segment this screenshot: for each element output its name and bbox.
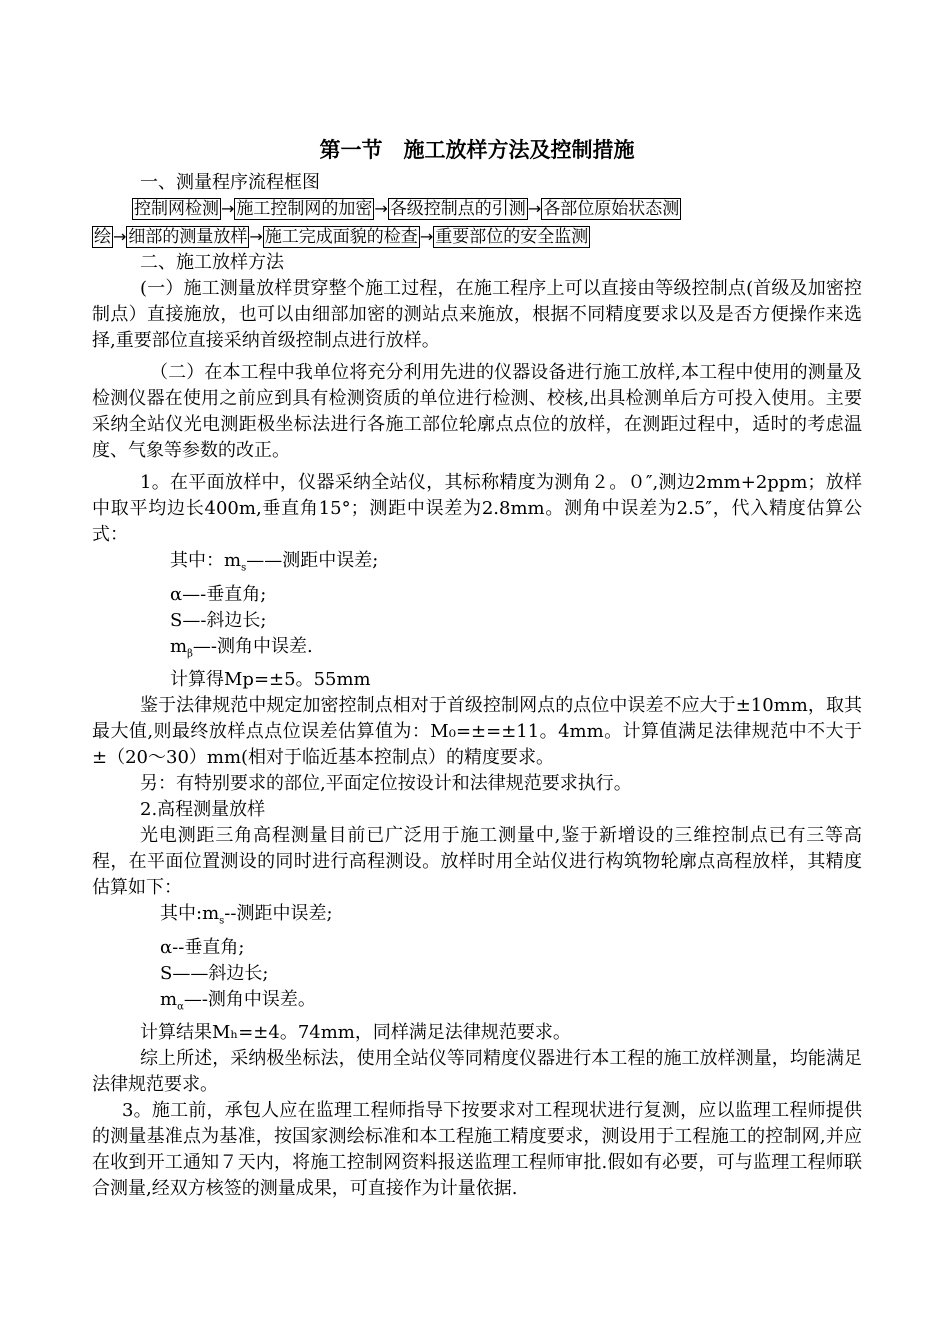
where1-line1: 其中：$m_s——$测距中误差; bbox=[170, 550, 379, 574]
flow-arrow-2: → bbox=[374, 199, 388, 218]
paragraph-8: 综上所述，采纳极坐标法，使用全站仪等同精度仪器进行本工程的施工放样测量，均能满足法律规范要求。 bbox=[92, 1048, 862, 1096]
where1-line5: 计算得Mp=±5。55mm bbox=[170, 669, 371, 691]
flow-box-4b: 绘 bbox=[94, 227, 111, 247]
flowchart-line2 bbox=[92, 224, 862, 250]
where1-line4: $m_\beta—-$测角中误差. bbox=[170, 635, 313, 660]
where-block-1 bbox=[92, 548, 862, 693]
flow-box-3: 各级控制点的引测 bbox=[389, 199, 526, 219]
flow-box-1: 控制网检测 bbox=[134, 199, 219, 219]
flow-box-7: 重要部位的安全监测 bbox=[435, 227, 589, 247]
flowchart bbox=[92, 196, 862, 222]
paragraph-5: 另：有特别要求的部位,平面定位按设计和法律规范要求执行。 bbox=[140, 773, 632, 795]
paragraph-4: 鉴于法律规范中规定加密控制点相对于首级控制网点的点位中误差不应大于±10mm，取其最大值,则最终放样点点位误差估算值为：M₀=±=±11。4mm。计算值满足法律规范中不大于±（20～30）mm(相对于临近基本控制点）的精度要求。 bbox=[92, 695, 862, 769]
where1-line2: α—-垂直角; bbox=[170, 583, 267, 605]
paragraph-9: 3。施工前，承包人应在监理工程师指导下按要求对工程现状进行复测，应以监理工程师提供的测量基准点为基准，按国家测绘标准和本工程施工精度要求，测设用于工程施工的控制网,并应在收到开工通知７天内，将施工控制网资料报送监理工程师审批.假如有必要，可与监理工程师联合测量,经双方核签的测量成果，可直接作为计量依据. bbox=[92, 1100, 862, 1200]
section2-heading: 二、施工放样方法 bbox=[140, 252, 284, 273]
paragraph-2: （二）在本工程中我单位将充分利用先进的仪器设备进行施工放样,本工程中使用的测量及检测仪器在使用之前应到具有检测资质的单位进行检测、校核,出具检测单后方可投入使用。主要采纳全站仪光电测距极坐标法进行各施工部位轮廓点点位的放样，在测距过程中，适时的考虑温度、气象等参数的改正。 bbox=[92, 362, 862, 461]
document-body bbox=[92, 170, 862, 1202]
where1-line3: S—-斜边长; bbox=[170, 609, 267, 631]
heading-elevation: 2.高程测量放样 bbox=[140, 799, 266, 821]
flow-arrow-3: → bbox=[527, 199, 542, 218]
flow-box-6: 施工完成面貌的检查 bbox=[264, 227, 418, 247]
paragraph-6: 光电测距三角高程测量目前已广泛用于施工测量中,鉴于新增设的三维控制点已有三等高程，在平面位置测设的同时进行高程测设。放样时用全站仪进行构筑物轮廓点高程放样，其精度估算如下： bbox=[92, 825, 862, 899]
flow-box-5: 细部的测量放样 bbox=[128, 227, 248, 247]
where2-line1: 其中$:m_s--$测距中误差; bbox=[160, 903, 333, 927]
flow-box-2: 施工控制网的加密 bbox=[236, 199, 373, 219]
flow-arrow-5: → bbox=[249, 227, 263, 246]
flow-box-4a: 各部位原始状态测 bbox=[543, 199, 680, 219]
page-title: 第一节 施工放样方法及控制措施 bbox=[319, 138, 635, 162]
where2-line2: α--垂直角; bbox=[160, 936, 245, 958]
where-block-2 bbox=[92, 901, 862, 1020]
where2-line4: $m_\alpha—-$测角中误差。 bbox=[160, 988, 316, 1013]
where2-line3: S——斜边长; bbox=[160, 962, 269, 984]
paragraph-3: 1。在平面放样中，仪器采纳全站仪，其标称精度为测角２。０″,测边2mm+2ppm；放样中取平均边长400m,垂直角15°；测距中误差为2.8mm。测角中误差为2.5″，代入精度估算公式： bbox=[92, 472, 862, 545]
section1-heading: 一、测量程序流程框图 bbox=[140, 172, 320, 193]
flow-arrow-6: → bbox=[419, 227, 434, 246]
paragraph-1: (一）施工测量放样贯穿整个施工过程，在施工程序上可以直接由等级控制点(首级及加密控制点）直接施放，也可以由细部加密的测站点来施放，根据不同精度要求以及是否方便操作来选择,重要部位直接采纳首级控制点进行放样。 bbox=[92, 278, 862, 351]
flow-arrow-1: → bbox=[221, 199, 235, 218]
flow-arrow-4: → bbox=[113, 227, 127, 246]
paragraph-7: 计算结果Mₕ=±4。74mm，同样满足法律规范要求。 bbox=[140, 1022, 571, 1044]
